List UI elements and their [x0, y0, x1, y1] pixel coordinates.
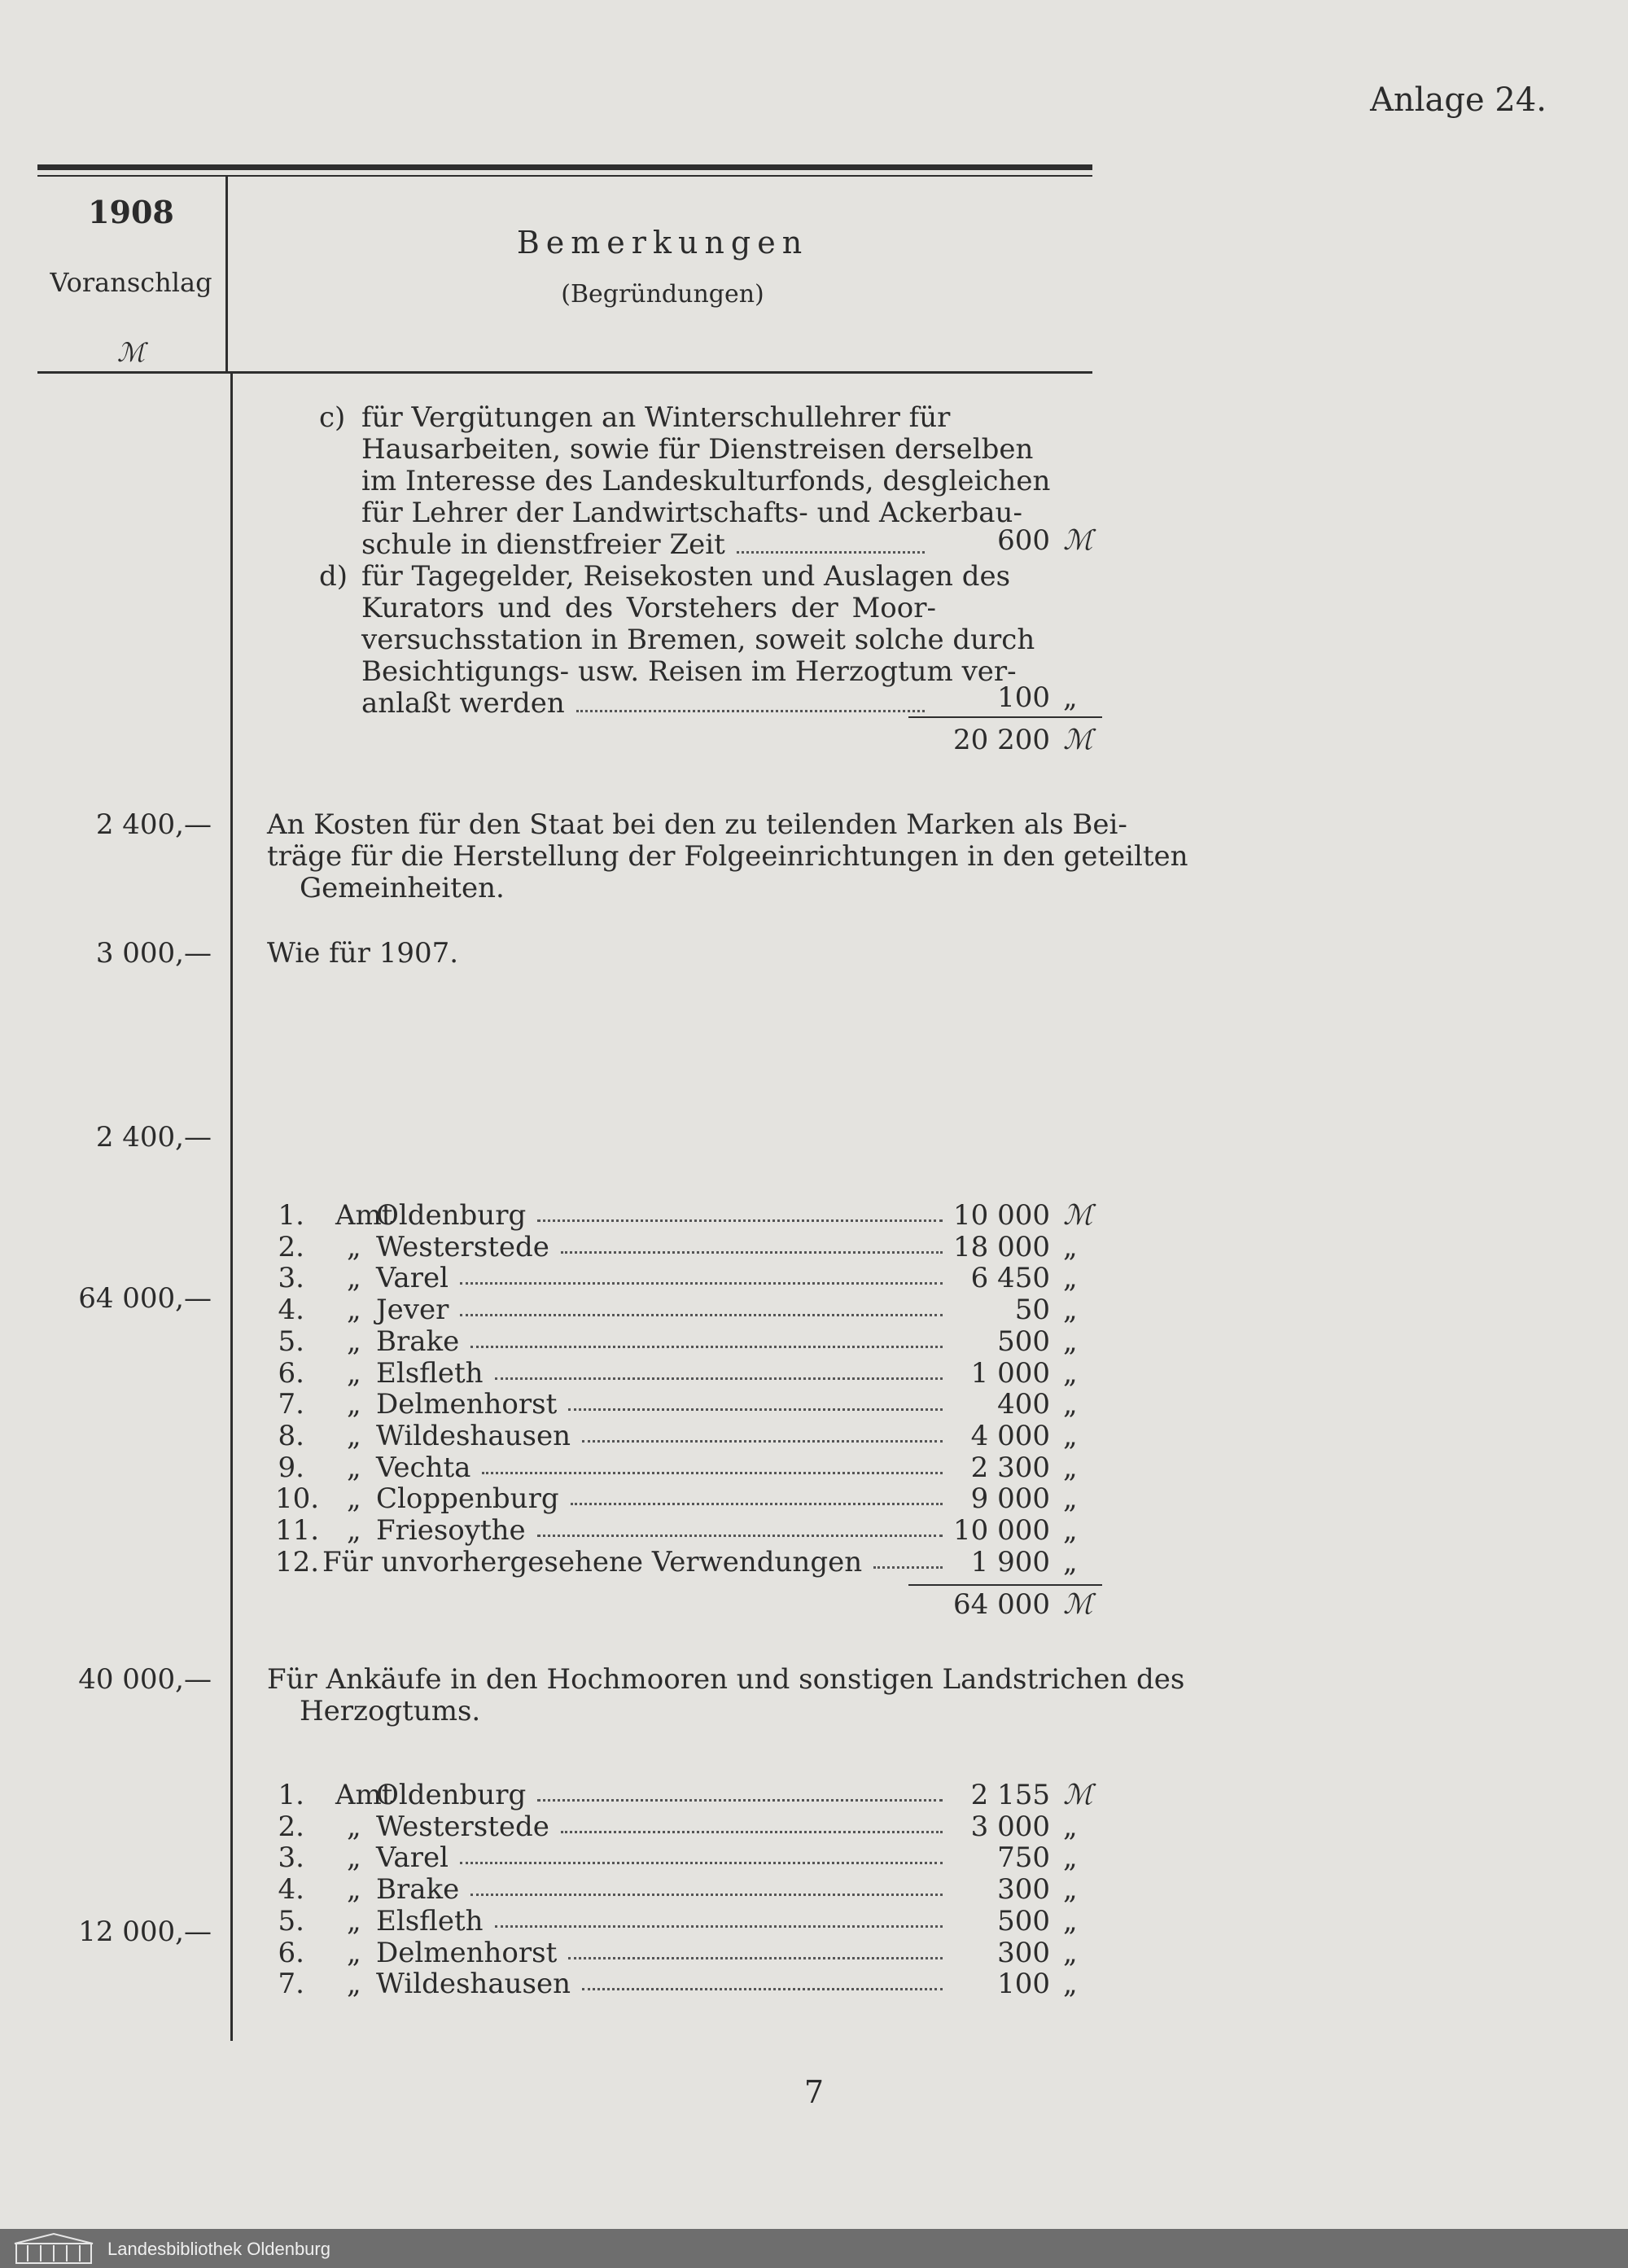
item-prefix: „	[347, 1294, 361, 1327]
section-d-label: d)	[319, 560, 348, 593]
item-number: 6.	[278, 1936, 304, 1969]
item-name: Delmenhorst	[376, 1388, 558, 1421]
item-unit: „	[1063, 1294, 1078, 1327]
section-d-unit: „	[1063, 681, 1078, 714]
item-prefix: „	[347, 1419, 361, 1452]
item-amount: 2 155	[970, 1779, 1050, 1811]
section-c-line: Hausarbeiten, sowie für Dienstreisen derselben	[361, 433, 1034, 466]
item-amount: 2 300	[970, 1451, 1050, 1484]
dot-leader	[873, 1566, 943, 1569]
section-c-line: schule in dienstfreier Zeit	[361, 528, 725, 561]
list-item	[275, 1937, 951, 1969]
section-d-line: Kurators und des Vorstehers der Moor-	[361, 592, 936, 624]
item-number: 4.	[278, 1873, 304, 1907]
item-prefix: „	[347, 1482, 361, 1516]
item-amount: 500	[997, 1324, 1050, 1358]
list-item	[275, 1452, 951, 1484]
item-name: Oldenburg	[376, 1199, 527, 1232]
dot-leader	[537, 1799, 943, 1802]
item-number: 7.	[278, 1388, 304, 1421]
item-amount: 300	[997, 1873, 1050, 1907]
item-unit: „	[1063, 1841, 1078, 1875]
dot-leader	[737, 551, 925, 554]
estimate-amount: 2 400,—	[95, 1121, 212, 1154]
section-c-unit: ℳ	[1063, 524, 1093, 557]
item-name: Varel	[376, 1841, 449, 1875]
item-number: 5.	[278, 1324, 304, 1358]
estimate-description-line: Wie für 1907.	[267, 937, 459, 970]
estimate-amount: 3 000,—	[95, 937, 212, 970]
estimate-description-line: Gemeinheiten.	[300, 872, 505, 904]
item-name: Jever	[376, 1294, 449, 1327]
header-top-rule-thin	[37, 175, 1092, 177]
item-amount: 10 000	[953, 1514, 1050, 1547]
header-top-rule	[37, 164, 1092, 170]
item-number: 2.	[278, 1230, 304, 1263]
remarks-subtitle: (Begründungen)	[561, 280, 764, 309]
item-prefix: „	[347, 1968, 361, 2001]
list-item	[275, 1358, 951, 1390]
estimate-description-line: träge für die Herstellung der Folgeeinrichtungen in den geteilten	[267, 840, 1188, 873]
item-number: 6.	[278, 1356, 304, 1390]
section-total-amount: 20 200	[953, 724, 1050, 756]
dot-leader	[460, 1314, 943, 1316]
item-name: Elsfleth	[376, 1904, 484, 1937]
item-unit: „	[1063, 1230, 1078, 1263]
column-divider-body	[230, 374, 233, 2041]
estimate-amount: 2 400,—	[95, 808, 212, 841]
estimate-amount: 40 000,—	[78, 1663, 212, 1696]
item-amount: 300	[997, 1936, 1050, 1969]
dot-leader	[568, 1408, 943, 1411]
column-divider	[225, 177, 228, 374]
dot-leader	[537, 1219, 943, 1222]
item-name: Westerstede	[376, 1230, 549, 1263]
item-number: 1.	[278, 1199, 304, 1232]
item-number: 3.	[278, 1262, 304, 1295]
section-d-last-line	[361, 688, 936, 720]
dot-leader	[495, 1377, 943, 1380]
list-item	[275, 1326, 951, 1358]
item-prefix: „	[347, 1810, 361, 1843]
item-number: 1.	[278, 1779, 304, 1811]
annex-label: Anlage 24.	[1370, 81, 1547, 119]
currency-heading: ℳ	[116, 337, 146, 368]
dot-leader	[495, 1925, 943, 1928]
dot-leader	[582, 1440, 943, 1443]
dot-leader	[537, 1535, 943, 1537]
section-d-amount: 100	[997, 681, 1050, 714]
list-item	[275, 1263, 951, 1294]
list-item	[275, 1515, 951, 1547]
list-1-total-unit: ℳ	[1063, 1588, 1093, 1621]
item-unit: „	[1063, 1324, 1078, 1358]
list-item	[275, 1232, 951, 1263]
section-c-label: c)	[319, 401, 346, 434]
item-name: Friesoythe	[376, 1514, 526, 1547]
item-prefix: Amt	[335, 1199, 393, 1232]
dot-leader	[460, 1862, 943, 1864]
list-item	[275, 1842, 951, 1874]
dot-leader	[460, 1282, 943, 1285]
list-item	[275, 1811, 951, 1843]
item-amount: 50	[1014, 1294, 1050, 1327]
item-prefix: „	[347, 1904, 361, 1937]
item-unit: „	[1063, 1545, 1078, 1578]
item-unit: „	[1063, 1810, 1078, 1843]
item-number: 2.	[278, 1810, 304, 1843]
list-item	[275, 1547, 951, 1578]
section-c-line: für Lehrer der Landwirtschafts- und Ackerbau-	[361, 497, 1022, 529]
section-d-line: Besichtigungs- usw. Reisen im Herzogtum ver-	[361, 655, 1017, 688]
item-prefix: „	[347, 1230, 361, 1263]
section-c-amount: 600	[997, 524, 1050, 557]
section-c-line: im Interesse des Landeskulturfonds, desgleichen	[361, 465, 1051, 497]
item-number: 7.	[278, 1968, 304, 2001]
estimate-amount: 12 000,—	[78, 1916, 212, 1948]
item-name: Delmenhorst	[376, 1936, 558, 1969]
item-unit: „	[1063, 1451, 1078, 1484]
item-amount: 6 450	[970, 1262, 1050, 1295]
item-name: Elsfleth	[376, 1356, 484, 1390]
item-amount: 18 000	[953, 1230, 1050, 1263]
item-amount: 9 000	[970, 1482, 1050, 1516]
estimate-description-line: Herzogtums.	[300, 1695, 481, 1727]
list-item	[275, 1200, 951, 1232]
sum-rule	[908, 716, 1102, 718]
item-prefix: Amt	[335, 1779, 393, 1811]
item-number: 4.	[278, 1294, 304, 1327]
item-unit: „	[1063, 1419, 1078, 1452]
item-number: 5.	[278, 1904, 304, 1937]
item-prefix: „	[347, 1262, 361, 1295]
section-d-line: anlaßt werden	[361, 687, 565, 720]
item-name: Brake	[376, 1324, 460, 1358]
item-unit: ℳ	[1063, 1779, 1093, 1811]
item-number: 10.	[275, 1482, 320, 1516]
estimate-description-line: An Kosten für den Staat bei den zu teilenden Marken als Bei-	[267, 808, 1127, 841]
dot-leader	[576, 710, 925, 712]
dot-leader	[561, 1831, 943, 1833]
item-name: Brake	[376, 1873, 460, 1907]
estimate-amount: 64 000,—	[78, 1282, 212, 1315]
library-name: Landesbibliothek Oldenburg	[107, 2239, 330, 2259]
item-prefix: „	[347, 1324, 361, 1358]
item-unit: „	[1063, 1356, 1078, 1390]
item-number: 3.	[278, 1841, 304, 1875]
item-prefix: „	[347, 1388, 361, 1421]
item-unit: „	[1063, 1514, 1078, 1547]
item-unit: „	[1063, 1968, 1078, 2001]
item-name: Wildeshausen	[376, 1419, 571, 1452]
remarks-title: Bemerkungen	[516, 225, 809, 261]
dot-leader	[571, 1503, 943, 1505]
item-prefix: „	[347, 1873, 361, 1907]
item-prefix: „	[347, 1451, 361, 1484]
item-unit: „	[1063, 1936, 1078, 1969]
item-prefix: „	[347, 1936, 361, 1969]
item-number: 9.	[278, 1451, 304, 1484]
dot-leader	[482, 1472, 943, 1474]
list-item	[275, 1780, 951, 1811]
dot-leader	[582, 1988, 943, 1990]
item-amount: 750	[997, 1841, 1050, 1875]
item-amount: 10 000	[953, 1199, 1050, 1232]
item-unit: „	[1063, 1482, 1078, 1516]
section-total-unit: ℳ	[1063, 724, 1093, 756]
dot-leader	[470, 1894, 943, 1896]
item-amount: 500	[997, 1904, 1050, 1937]
item-amount: 4 000	[970, 1419, 1050, 1452]
dot-leader	[561, 1251, 943, 1254]
item-prefix: „	[347, 1514, 361, 1547]
library-footer	[0, 2229, 1628, 2268]
section-c-line: für Vergütungen an Winterschullehrer für	[361, 401, 951, 434]
list-item	[275, 1294, 951, 1326]
list-item	[275, 1968, 951, 2000]
item-unit: „	[1063, 1904, 1078, 1937]
list-item	[275, 1906, 951, 1937]
list-item	[275, 1874, 951, 1906]
item-amount: 1 000	[970, 1356, 1050, 1390]
section-d-line: für Tagegelder, Reisekosten und Auslagen des	[361, 560, 1011, 593]
page-number: 7	[803, 2074, 825, 2110]
item-name: Cloppenburg	[376, 1482, 559, 1516]
item-number: 8.	[278, 1419, 304, 1452]
year-heading: 1908	[88, 194, 174, 230]
item-name: Wildeshausen	[376, 1968, 571, 2001]
estimate-description-line: Für Ankäufe in den Hochmooren und sonstigen Landstrichen des	[267, 1663, 1185, 1696]
item-name: Varel	[376, 1262, 449, 1295]
item-name: Vechta	[376, 1451, 471, 1484]
item-number: 12.	[275, 1545, 320, 1578]
header-bottom-rule	[37, 371, 1092, 374]
item-unit: „	[1063, 1388, 1078, 1421]
library-building-icon	[13, 2232, 94, 2265]
item-amount: 400	[997, 1388, 1050, 1421]
item-unit: „	[1063, 1873, 1078, 1907]
list-item	[275, 1483, 951, 1515]
item-name: Oldenburg	[376, 1779, 527, 1811]
item-amount: 1 900	[970, 1545, 1050, 1578]
list-1-sum-rule	[908, 1584, 1102, 1586]
dot-leader	[470, 1346, 943, 1348]
item-name: Für unvorhergesehene Verwendungen	[322, 1545, 863, 1578]
section-c-last-line	[361, 529, 936, 562]
item-prefix: „	[347, 1841, 361, 1875]
item-unit: ℳ	[1063, 1199, 1093, 1232]
item-amount: 3 000	[970, 1810, 1050, 1843]
item-unit: „	[1063, 1262, 1078, 1295]
item-number: 11.	[275, 1514, 320, 1547]
dot-leader	[568, 1957, 943, 1959]
item-amount: 100	[997, 1968, 1050, 2001]
list-item	[275, 1421, 951, 1452]
list-item	[275, 1389, 951, 1421]
item-prefix: „	[347, 1356, 361, 1390]
section-d-line: versuchsstation in Bremen, soweit solche durch	[361, 624, 1035, 656]
list-1-total-amount: 64 000	[953, 1588, 1050, 1621]
estimate-heading: Voranschlag	[50, 267, 212, 298]
item-name: Westerstede	[376, 1810, 549, 1843]
